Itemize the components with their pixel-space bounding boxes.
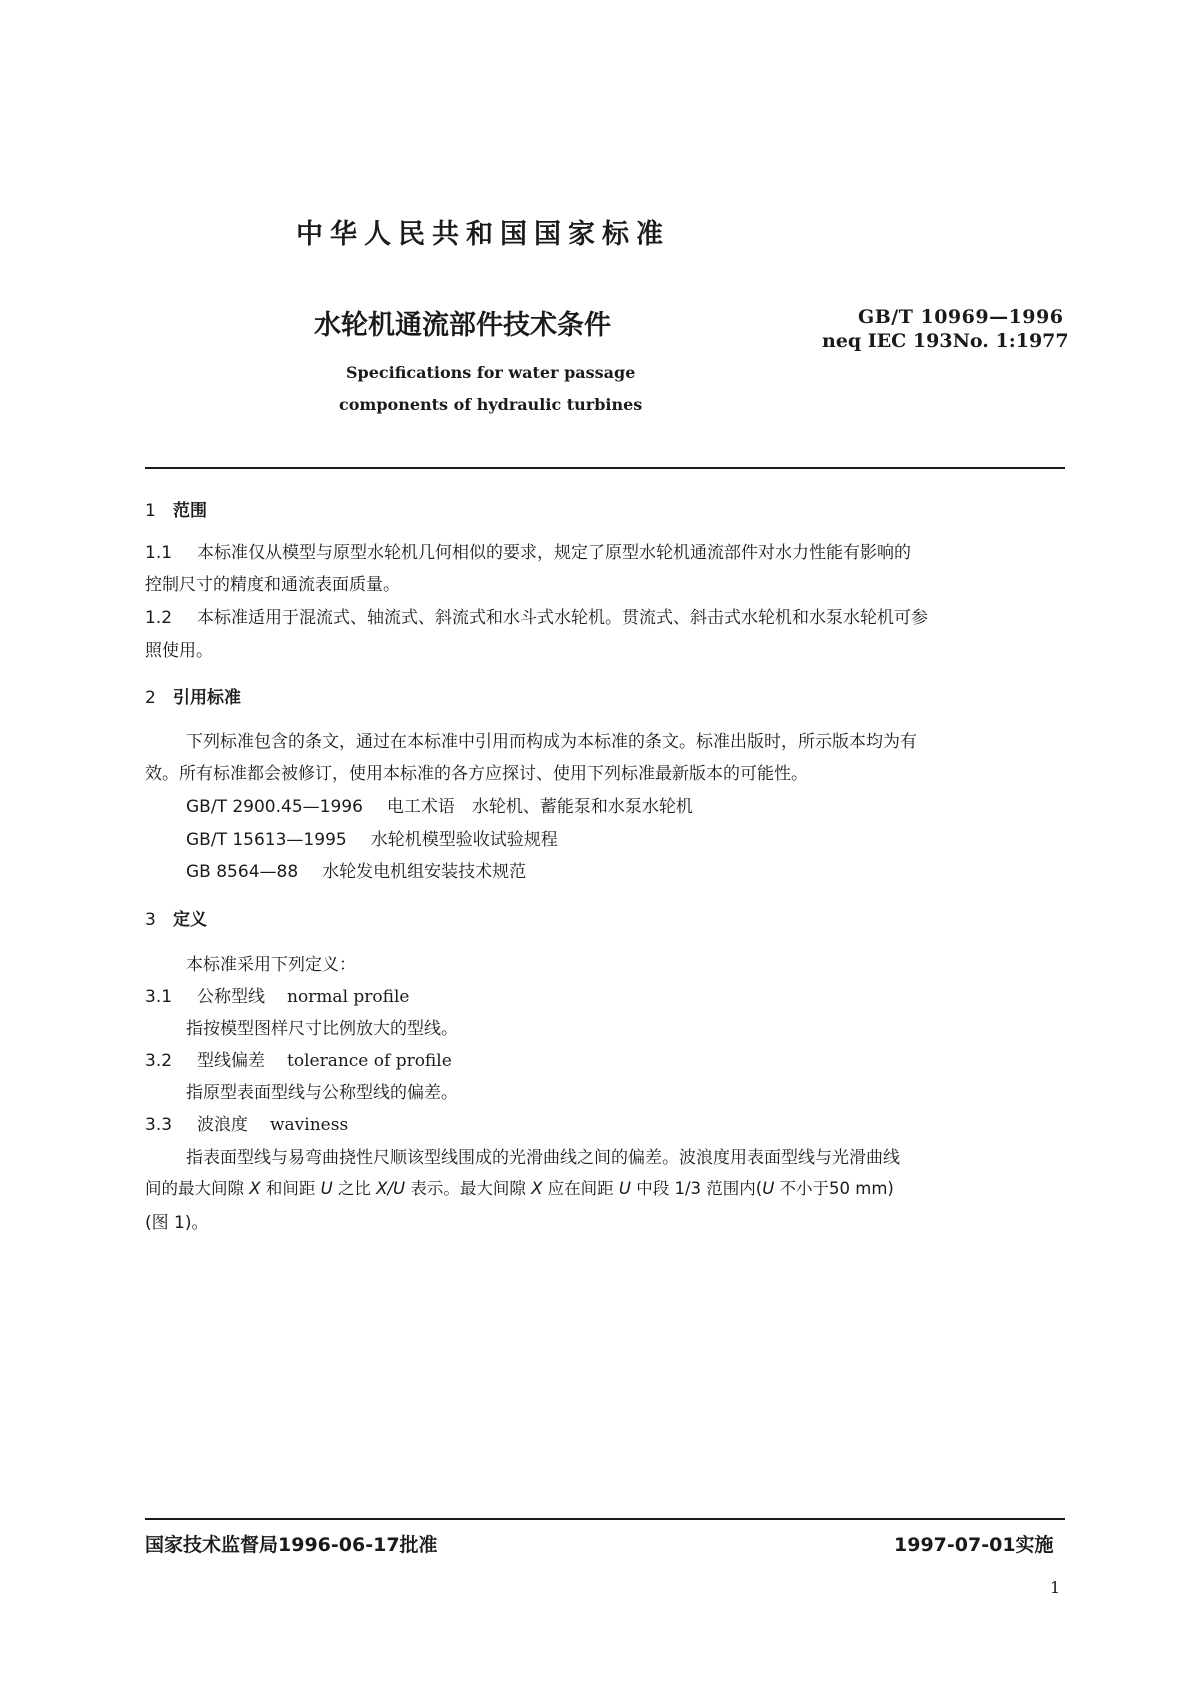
text-fragment: 之比 bbox=[337, 1179, 371, 1198]
clause-number: 3.2 bbox=[145, 1051, 173, 1071]
page-number: 1 bbox=[1050, 1578, 1061, 1597]
definition-3-1-desc: 指按模型图样尺寸比例放大的型线。 bbox=[186, 1019, 458, 1039]
clause-number: 1.2 bbox=[145, 608, 173, 628]
definition-3-3-desc-line3: (图 1)。 bbox=[145, 1213, 209, 1233]
text-fragment: 间的最大间隙 bbox=[145, 1179, 244, 1198]
reference-standard bbox=[186, 825, 558, 850]
definition-3-1-term bbox=[145, 982, 410, 1007]
section-3-intro: 本标准采用下列定义： bbox=[186, 955, 356, 975]
definition-3-3-desc-line2 bbox=[145, 1175, 894, 1199]
document-title-en-line1: Specifications for water passage bbox=[346, 363, 636, 382]
term-en: normal profile bbox=[287, 987, 410, 1007]
section-number: 3 bbox=[145, 910, 156, 930]
definition-3-3-term bbox=[145, 1110, 348, 1135]
reference-code: GB/T 15613—1995 bbox=[186, 830, 347, 850]
term-en: waviness bbox=[270, 1115, 349, 1135]
clause-text: 本标准适用于混流式、轴流式、斜流式和水斗式水轮机。贯流式、斜击式水轮机和水泵水轮机可参 bbox=[197, 608, 928, 628]
section-number: 1 bbox=[145, 501, 156, 521]
section-1-heading bbox=[145, 496, 207, 521]
section-title: 引用标准 bbox=[173, 688, 241, 708]
term-en: tolerance of profile bbox=[287, 1051, 452, 1071]
section-title: 定义 bbox=[173, 910, 207, 930]
clause-number: 3.3 bbox=[145, 1115, 173, 1135]
document-title-cn: 水轮机通流部件技术条件 bbox=[314, 310, 611, 341]
reference-code: GB 8564—88 bbox=[186, 862, 299, 882]
clause-1-2-line2: 照使用。 bbox=[145, 641, 213, 661]
term-cn: 型线偏差 bbox=[197, 1051, 265, 1071]
clause-number: 3.1 bbox=[145, 987, 173, 1007]
variable-u: U bbox=[762, 1179, 775, 1198]
variable-x-over-u: X/U bbox=[376, 1179, 406, 1198]
term-cn: 公称型线 bbox=[197, 987, 265, 1007]
clause-1-1-line1 bbox=[145, 538, 911, 563]
national-standard-label: 中华人民共和国国家标准 bbox=[296, 219, 670, 250]
text-fragment: 中段 1/3 范围内( bbox=[636, 1179, 763, 1198]
standard-code: GB/T 10969—1996 bbox=[858, 306, 1064, 328]
document-title-en-line2: components of hydraulic turbines bbox=[339, 395, 643, 414]
effective-date: 1997-07-01实施 bbox=[894, 1534, 1054, 1556]
reference-title: 水轮发电机组安装技术规范 bbox=[322, 862, 527, 882]
reference-standard bbox=[186, 792, 693, 817]
variable-x: X bbox=[249, 1179, 261, 1198]
definition-3-3-desc-line1: 指表面型线与易弯曲挠性尺顺该型线围成的光滑曲线之间的偏差。波浪度用表面型线与光滑曲线 bbox=[186, 1148, 900, 1168]
definition-3-2-desc: 指原型表面型线与公称型线的偏差。 bbox=[186, 1083, 458, 1103]
clause-1-2-line1 bbox=[145, 603, 928, 628]
definition-3-2-term bbox=[145, 1046, 452, 1071]
text-fragment: 和间距 bbox=[265, 1179, 316, 1198]
section-2-intro-line1: 下列标准包含的条文，通过在本标准中引用而构成为本标准的条文。标准出版时，所示版本均为有 bbox=[186, 732, 917, 752]
section-2-heading bbox=[145, 683, 241, 708]
clause-number: 1.1 bbox=[145, 543, 173, 563]
text-fragment: 表示。最大间隙 bbox=[410, 1179, 526, 1198]
text-fragment: 不小于50 mm) bbox=[779, 1179, 894, 1198]
text-fragment: 应在间距 bbox=[547, 1179, 614, 1198]
section-title: 范围 bbox=[173, 501, 207, 521]
section-number: 2 bbox=[145, 688, 156, 708]
section-2-intro-line2: 效。所有标准都会被修订，使用本标准的各方应探讨、使用下列标准最新版本的可能性。 bbox=[145, 764, 808, 784]
header-divider bbox=[145, 467, 1065, 469]
clause-1-1-line2: 控制尺寸的精度和通流表面质量。 bbox=[145, 575, 400, 595]
clause-text: 本标准仅从模型与原型水轮机几何相似的要求，规定了原型水轮机通流部件对水力性能有影响的 bbox=[197, 543, 911, 563]
reference-title: 水轮机模型验收试验规程 bbox=[370, 830, 558, 850]
variable-u: U bbox=[618, 1179, 631, 1198]
variable-x: X bbox=[531, 1179, 543, 1198]
reference-title: 电工术语 水轮机、蓄能泵和水泵水轮机 bbox=[386, 797, 693, 817]
reference-code: GB/T 2900.45—1996 bbox=[186, 797, 363, 817]
standard-equivalence: neq IEC 193No. 1:1977 bbox=[822, 330, 1069, 352]
approval-statement: 国家技术监督局1996-06-17批准 bbox=[145, 1534, 438, 1556]
footer-divider bbox=[145, 1518, 1065, 1520]
term-cn: 波浪度 bbox=[197, 1115, 248, 1135]
variable-u: U bbox=[320, 1179, 333, 1198]
reference-standard bbox=[186, 857, 526, 882]
section-3-heading bbox=[145, 905, 207, 930]
